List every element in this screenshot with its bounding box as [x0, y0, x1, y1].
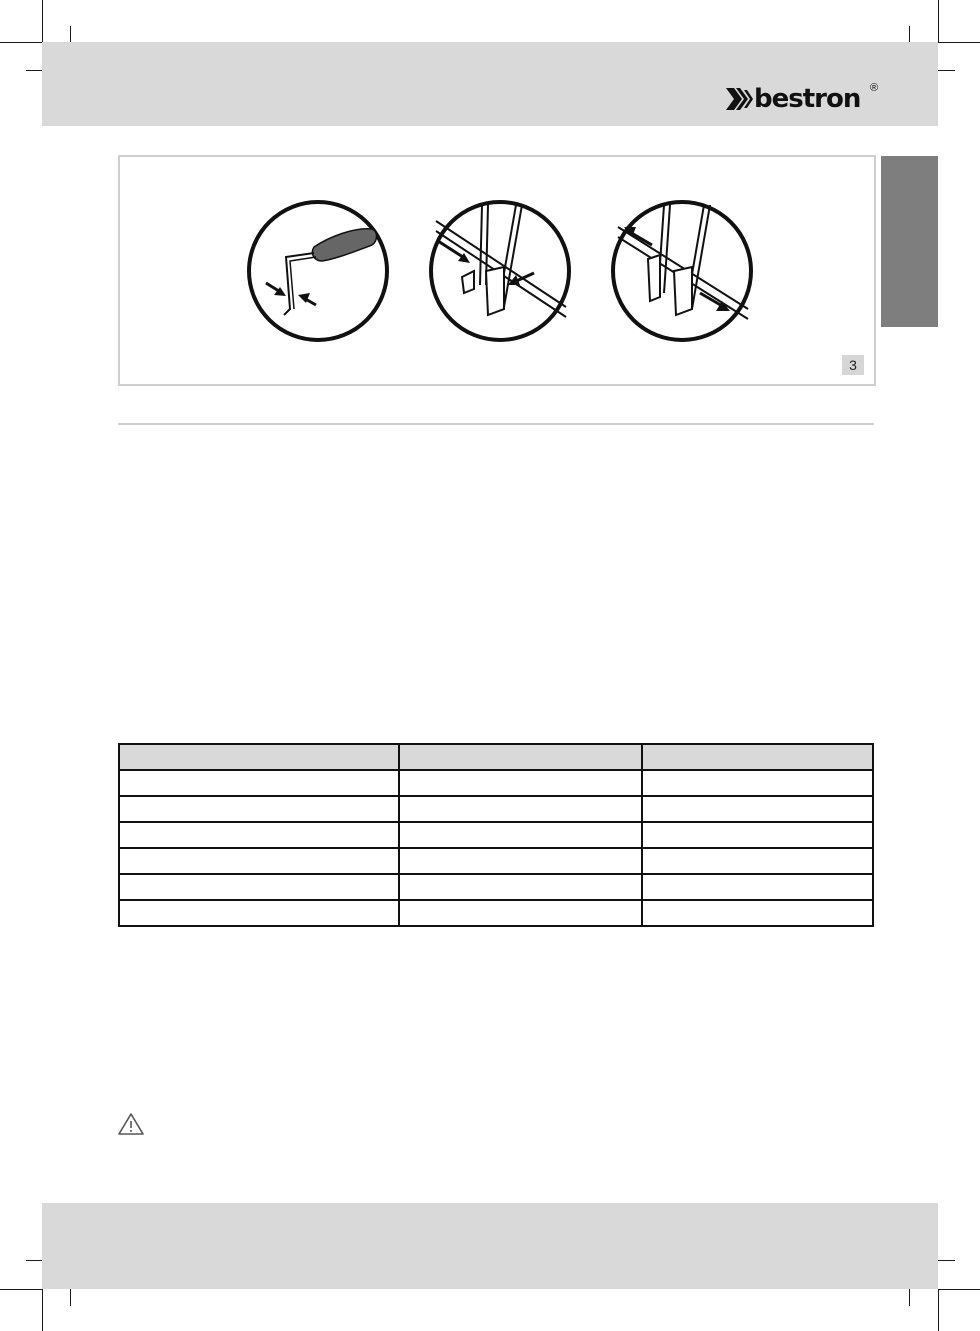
table-cell [119, 848, 399, 874]
table-cell [399, 822, 641, 848]
table-row [119, 874, 873, 900]
skewer-clip-release-detail [608, 197, 756, 345]
table-row [119, 770, 873, 796]
crop-mark [42, 0, 43, 42]
table-cell [119, 822, 399, 848]
language-tab [881, 156, 938, 327]
table-row [119, 822, 873, 848]
figure-panel [118, 155, 876, 386]
table-cell [119, 874, 399, 900]
logo-stripes-icon [724, 84, 754, 114]
footer-band [42, 1203, 938, 1289]
crop-mark [0, 1289, 42, 1290]
table-cell [399, 796, 641, 822]
table-cell [642, 770, 873, 796]
table-header-cell [119, 744, 399, 770]
bestron-logo [724, 80, 884, 118]
table-header-cell [399, 744, 641, 770]
skewer-handle-press-detail [244, 197, 392, 345]
table-cell [399, 900, 641, 926]
table-cell [642, 796, 873, 822]
warning-triangle-icon [117, 1112, 145, 1136]
skewer-clip-insert-detail [426, 197, 574, 345]
table-cell [399, 848, 641, 874]
table-header-row [119, 744, 873, 770]
table-row [119, 900, 873, 926]
table-cell [119, 900, 399, 926]
table-row [119, 796, 873, 822]
crop-mark [938, 42, 980, 43]
table-cell [642, 900, 873, 926]
crop-mark [42, 1289, 43, 1331]
table-cell [642, 848, 873, 874]
table-cell [119, 796, 399, 822]
table-cell [399, 770, 641, 796]
table-cell [399, 874, 641, 900]
table-row [119, 848, 873, 874]
brand-wordmark: bestron [754, 84, 861, 114]
crop-mark [938, 0, 939, 42]
table-cell [642, 874, 873, 900]
table-cell [119, 770, 399, 796]
spec-table [118, 743, 874, 927]
registered-mark: ® [870, 82, 879, 94]
figure-number: 3 [842, 355, 864, 375]
table-cell [642, 822, 873, 848]
table-header-cell [642, 744, 873, 770]
section-divider [118, 423, 874, 425]
crop-mark [0, 42, 42, 43]
crop-mark [938, 1289, 980, 1290]
crop-mark [938, 1289, 939, 1331]
